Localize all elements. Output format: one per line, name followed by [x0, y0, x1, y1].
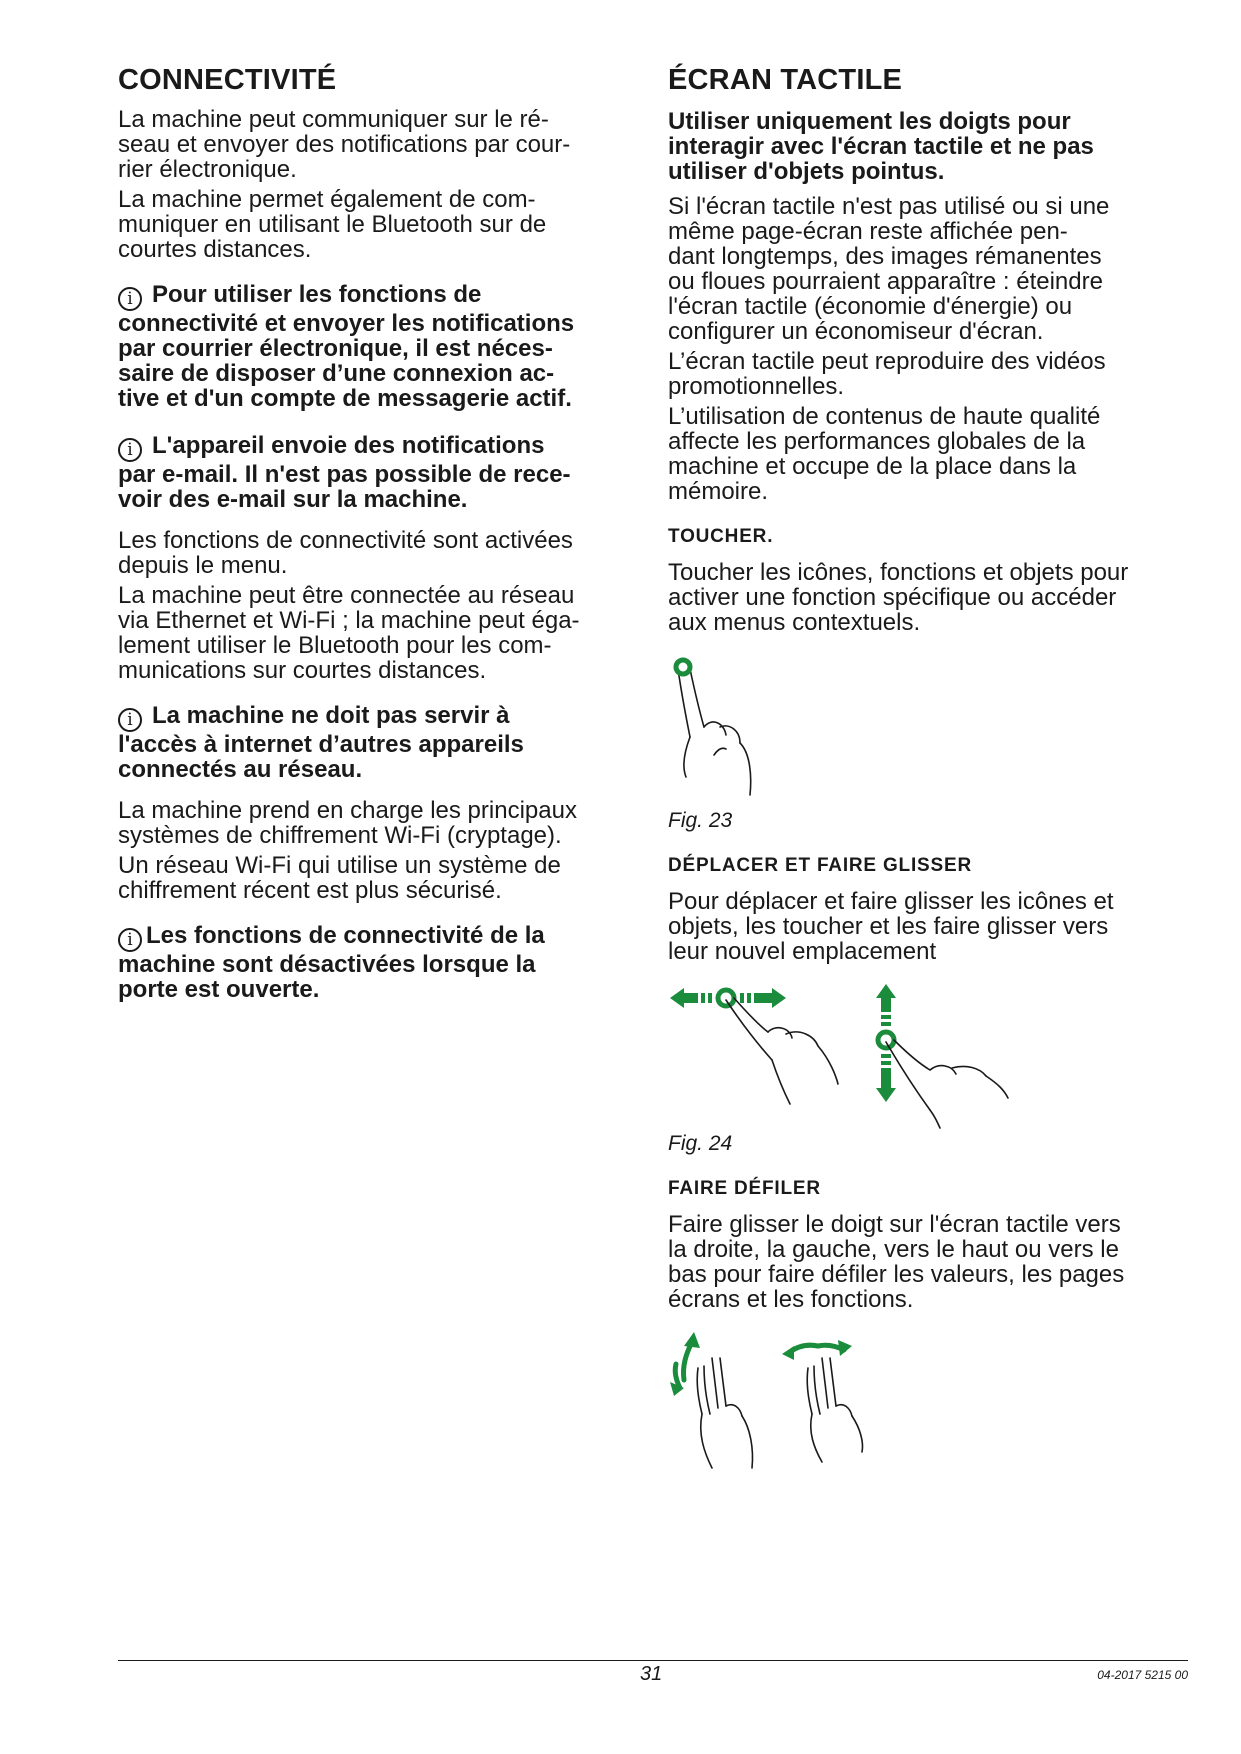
- paragraph: Si l'écran tactile n'est pas utilisé ou si une même page-écran reste affichée pen- dant longtemps, des images rémanentes ou floues pourraient apparaître : éteindre l'écran tactile (économie d'énergie) ou configurer un économiseur d'écran.: [668, 193, 1110, 345]
- figure-drag-gesture: [668, 980, 1188, 1156]
- info-circle-icon: i: [118, 928, 142, 952]
- figure-scroll-gesture: [668, 1328, 1188, 1478]
- info-circle-icon: i: [118, 708, 142, 732]
- section-title-connectivity: CONNECTIVITÉ: [118, 64, 337, 96]
- footer-rule: [118, 1660, 1188, 1661]
- figure-caption: Fig. 24: [668, 1132, 733, 1155]
- info-note: [118, 433, 638, 512]
- paragraph: La machine prend en charge les principaux systèmes de chiffrement Wi-Fi (cryptage).: [118, 797, 577, 849]
- warning-lead: Utiliser uniquement les doigts pour interagir avec l'écran tactile et ne pas utiliser d'objets pointus.: [668, 108, 1094, 185]
- subheading-touch: TOUCHER.: [668, 526, 774, 547]
- info-circle-icon: i: [118, 438, 142, 462]
- figure-caption: Fig. 23: [668, 809, 733, 832]
- subheading-scroll: FAIRE DÉFILER: [668, 1178, 821, 1199]
- connectivity-column: [118, 64, 638, 1002]
- info-note: [118, 923, 638, 1002]
- paragraph: La machine peut être connectée au réseau via Ethernet et Wi-Fi ; la machine peut éga- lement utiliser le Bluetooth pour les com- munications sur courtes distances.: [118, 582, 580, 684]
- document-code: 04-2017 5215 00: [1097, 1668, 1188, 1682]
- paragraph: Un réseau Wi-Fi qui utilise un système de chiffrement récent est plus sécurisé.: [118, 852, 561, 904]
- paragraph: L’utilisation de contenus de haute qualité affecte les performances globales de la machine et occupe de la place dans la mémoire.: [668, 403, 1101, 505]
- paragraph: Toucher les icônes, fonctions et objets pour activer une fonction spécifique ou accéder aux menus contextuels.: [668, 559, 1129, 636]
- info-circle-icon: i: [118, 287, 142, 311]
- info-note-text: Pour utiliser les fonctions de connectivité et envoyer les notifications par courrier électronique, il est néces- saire de disposer d’une connexion ac- tive et d'un compte de messagerie actif.: [118, 281, 575, 412]
- info-note-text: La machine ne doit pas servir à l'accès à internet d’autres appareils connectés au réseau.: [118, 702, 524, 783]
- subheading-drag: DÉPLACER ET FAIRE GLISSER: [668, 855, 972, 876]
- paragraph: Faire glisser le doigt sur l'écran tactile vers la droite, la gauche, vers le haut ou vers le bas pour faire défiler les valeurs, les pages écrans et les fonctions.: [668, 1211, 1125, 1313]
- scroll-gesture-illustration: [668, 1328, 898, 1478]
- info-note-text: L'appareil envoie des notifications par e-mail. Il n'est pas possible de rece- voir des e-mail sur la machine.: [118, 432, 571, 513]
- touchscreen-column: [668, 64, 1188, 1478]
- tap-gesture-illustration: [668, 657, 788, 807]
- paragraph: La machine peut communiquer sur le ré- seau et envoyer des notifications par cour- rier électronique.: [118, 106, 571, 183]
- info-note: [118, 703, 638, 782]
- info-note: [118, 282, 638, 411]
- paragraph: L’écran tactile peut reproduire des vidéos promotionnelles.: [668, 348, 1106, 400]
- drag-gesture-illustration: [668, 980, 1028, 1130]
- figure-tap-gesture: [668, 657, 1188, 833]
- paragraph: Pour déplacer et faire glisser les icônes et objets, les toucher et les faire glisser vers leur nouvel emplacement: [668, 888, 1114, 965]
- page-number: 31: [640, 1663, 663, 1685]
- paragraph: La machine permet également de com- muniquer en utilisant le Bluetooth sur de courtes distances.: [118, 186, 547, 263]
- info-note-text: Les fonctions de connectivité de la machine sont désactivées lorsque la porte est ouverte.: [118, 922, 545, 1003]
- section-title-touchscreen: ÉCRAN TACTILE: [668, 64, 903, 96]
- paragraph: Les fonctions de connectivité sont activées depuis le menu.: [118, 527, 573, 579]
